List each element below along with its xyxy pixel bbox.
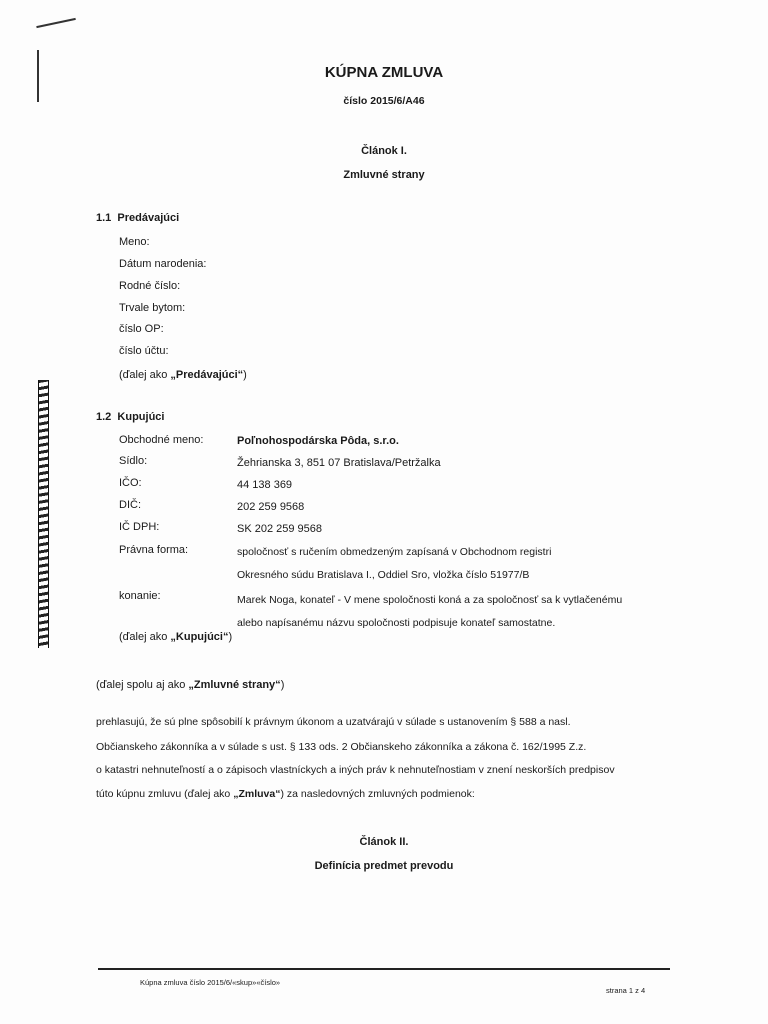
buyer-label-company: Obchodné meno: [119,434,204,446]
buyer-value-acting: Marek Noga, konateľ - V mene spoločnosti koná a za spoločnosť sa k vytlačenému [237,594,623,606]
footer-divider [98,968,670,970]
buyer-label-vat: IČ DPH: [119,521,160,533]
seller-field-account: číslo účtu: [119,345,169,357]
article-2-heading: Článok II. [359,836,409,848]
article-2-subheading: Definícia predmet prevodu [314,860,454,872]
buyer-section-heading [96,411,164,423]
declaration-line-4: túto kúpnu zmluvu (ďalej ako „Zmluva“) za nasledovných zmluvných podmienok: [96,788,475,800]
buyer-label-dic: DIČ: [119,499,141,511]
seller-field-birth-number: Rodné číslo: [119,280,181,292]
seller-field-id-card: číslo OP: [119,323,164,335]
buyer-label-ico: IČO: [119,477,142,489]
section-title: Kupujúci [117,411,165,423]
binder-holes [38,380,49,648]
declaration-line-1: prehlasujú, že sú plne spôsobilí k právnym úkonom a uzatvárajú v súlade s ustanovením § 588 a nasl. [96,716,571,728]
seller-section-heading [96,212,179,224]
declaration-line-2: Občianskeho zákonníka a v súlade s ust. § 133 ods. 2 Občianskeho zákonníka a zákona č. 162/1995 Z.z. [96,741,587,753]
seller-field-birthdate: Dátum narodenia: [119,258,207,270]
section-title: Predávajúci [117,212,180,224]
buyer-value-company: Poľnohospodárska Pôda, s.r.o. [237,435,399,447]
buyer-label-acting: konanie: [119,590,161,602]
contract-number: číslo 2015/6/A46 [343,95,425,107]
scan-mark [36,18,75,28]
article-1-subheading: Zmluvné strany [343,169,425,181]
buyer-label-legal-form: Právna forma: [119,544,189,556]
buyer-value-acting-cont: alebo napísanému názvu spoločnosti podpisuje konateľ samostatne. [237,617,556,629]
footer-page-number: strana 1 z 4 [606,986,646,995]
section-number: 1.1 [96,212,112,224]
buyer-alias: (ďalej ako „Kupujúci“) [119,631,233,643]
buyer-label-seat: Sídlo: [119,455,148,467]
buyer-value-seat: Žehrianska 3, 851 07 Bratislava/Petržalka [237,457,441,469]
article-1-heading: Článok I. [361,145,407,157]
seller-alias: (ďalej ako „Predávajúci“) [119,369,247,381]
buyer-value-dic: 202 259 9568 [237,501,305,513]
declaration-line-3: o katastri nehnuteľností a o zápisoch vlastníckych a iných práv k nehnuteľnostiam v znení neskorších predpisov [96,764,615,776]
parties-alias: (ďalej spolu aj ako „Zmluvné strany“) [96,679,285,691]
footer-left: Kúpna zmluva číslo 2015/6/«skup»«číslo» [140,978,281,987]
buyer-value-register: Okresného súdu Bratislava I., Oddiel Sro, vložka číslo 51977/B [237,569,530,581]
seller-field-address: Trvale bytom: [119,302,186,314]
buyer-value-vat: SK 202 259 9568 [237,523,323,535]
buyer-value-ico: 44 138 369 [237,479,293,491]
document-title: KÚPNA ZMLUVA [324,64,444,81]
section-number: 1.2 [96,411,112,423]
seller-field-name: Meno: [119,236,150,248]
buyer-value-legal-form: spoločnosť s ručením obmedzeným zapísaná v Obchodnom registri [237,546,552,558]
